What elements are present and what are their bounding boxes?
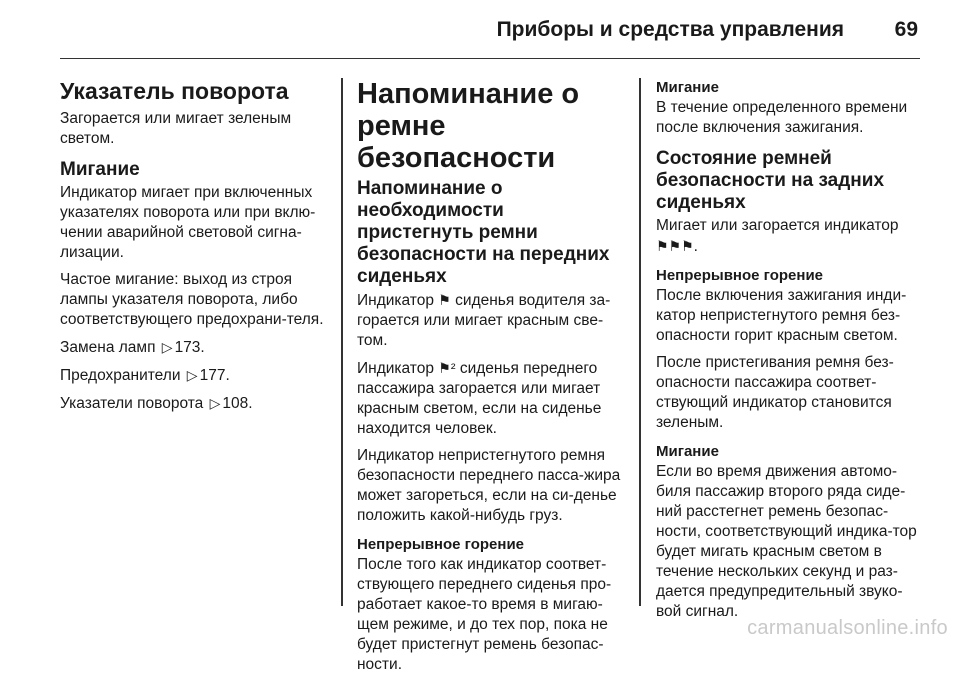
- rear-seats-icon: ⚑⚑⚑: [656, 238, 694, 254]
- page-title: Приборы и средства управления: [496, 18, 844, 41]
- seatbelt-driver-icon: ⚑: [438, 292, 451, 308]
- reference-lamps[interactable]: [60, 337, 330, 358]
- paragraph: После пристегивания ремня без-опасности пассажира соответ-ствующий индикатор становится зеленым.: [656, 354, 894, 431]
- text: сиденья водителя за-горается или мигает красным све-том.: [357, 292, 611, 349]
- paragraph: Если во время движения автомо-биля пассажир второго ряда сиде-ний расстегнет ремень безопас-ности, соответствующий индика-тор будет мигать красным светом в течение нескольких секунд и раз-дается предупредительный звуко-вой сигнал.: [656, 463, 917, 620]
- column-divider: [639, 78, 641, 606]
- section-title: Указатель поворота: [60, 78, 289, 104]
- subsection-title: Мигание: [656, 443, 719, 460]
- reference-label: Указатели поворота: [60, 395, 204, 412]
- column-turn-signal: [60, 78, 330, 421]
- reference-page: 108.: [222, 395, 253, 412]
- paragraph: Частое мигание: выход из строя лампы указателя поворота, либо соответствующего предохрани-теля.: [60, 271, 324, 328]
- paragraph: Мигает или загорается индикатор ⚑⚑⚑.: [656, 217, 899, 255]
- subsection-title: Состояние ремней безопасности на задних сиденьях: [656, 148, 885, 213]
- text: Индикатор: [357, 292, 434, 309]
- text: сиденья переднего пассажира загорается или мигает красным светом, если на сиденье находится человек.: [357, 360, 602, 437]
- paragraph: После того как индикатор соответ-ствующего переднего сиденья про-работает какое-то время в мигаю-щем режиме, и до тех пор, пока не будет пристегнут ремень безопас-ности.: [357, 556, 612, 673]
- section-title: Напоминание о ремне безопасности: [357, 78, 580, 174]
- paragraph: В течение определенного времени после включения зажигания.: [656, 99, 908, 136]
- subsection-title: Мигание: [656, 79, 719, 96]
- paragraph: Индикатор непристегнутого ремня безопасности переднего пасса-жира может загореться, если на си-денье положить какой-нибудь груз.: [357, 447, 621, 524]
- watermark: carmanualsonline.info: [747, 617, 948, 639]
- text: Индикатор: [357, 360, 434, 377]
- column-divider: [341, 78, 343, 606]
- paragraph: [357, 358, 625, 439]
- arrow-ref-icon: ▷: [161, 339, 173, 355]
- subsection-title: Непрерывное горение: [656, 267, 824, 284]
- reference-fuses[interactable]: [60, 365, 330, 386]
- page-number: 69: [894, 18, 918, 41]
- reference-page: 177.: [199, 367, 230, 384]
- reference-page: 173.: [174, 339, 205, 356]
- subsection-title: Напоминание о необходимости пристегнуть ремни безопасности на передних сиденьях: [357, 178, 610, 287]
- seatbelt-passenger-icon: ⚑²: [438, 360, 456, 376]
- reference-label: Замена ламп: [60, 339, 156, 356]
- reference-turn-signals[interactable]: [60, 393, 330, 414]
- arrow-ref-icon: ▷: [186, 367, 198, 383]
- subsection-title: Мигание: [60, 159, 140, 180]
- reference-label: Предохранители: [60, 367, 181, 384]
- subsection-title: Непрерывное горение: [357, 536, 525, 553]
- paragraph: Индикатор мигает при включенных указателях поворота или при вклю-чении аварийной световой сигна-лизации.: [60, 184, 316, 261]
- text: Мигает или загорается индикатор: [656, 217, 899, 234]
- arrow-ref-icon: ▷: [209, 395, 221, 411]
- paragraph: [357, 290, 625, 351]
- paragraph: После включения зажигания инди-катор непристегнутого ремня без-опасности горит красным светом.: [656, 287, 907, 344]
- column-seatbelt-status: [656, 78, 926, 629]
- paragraph: Загорается или мигает зеленым светом.: [60, 110, 292, 147]
- page-header: [60, 14, 920, 59]
- column-seatbelt-reminder: [357, 78, 625, 682]
